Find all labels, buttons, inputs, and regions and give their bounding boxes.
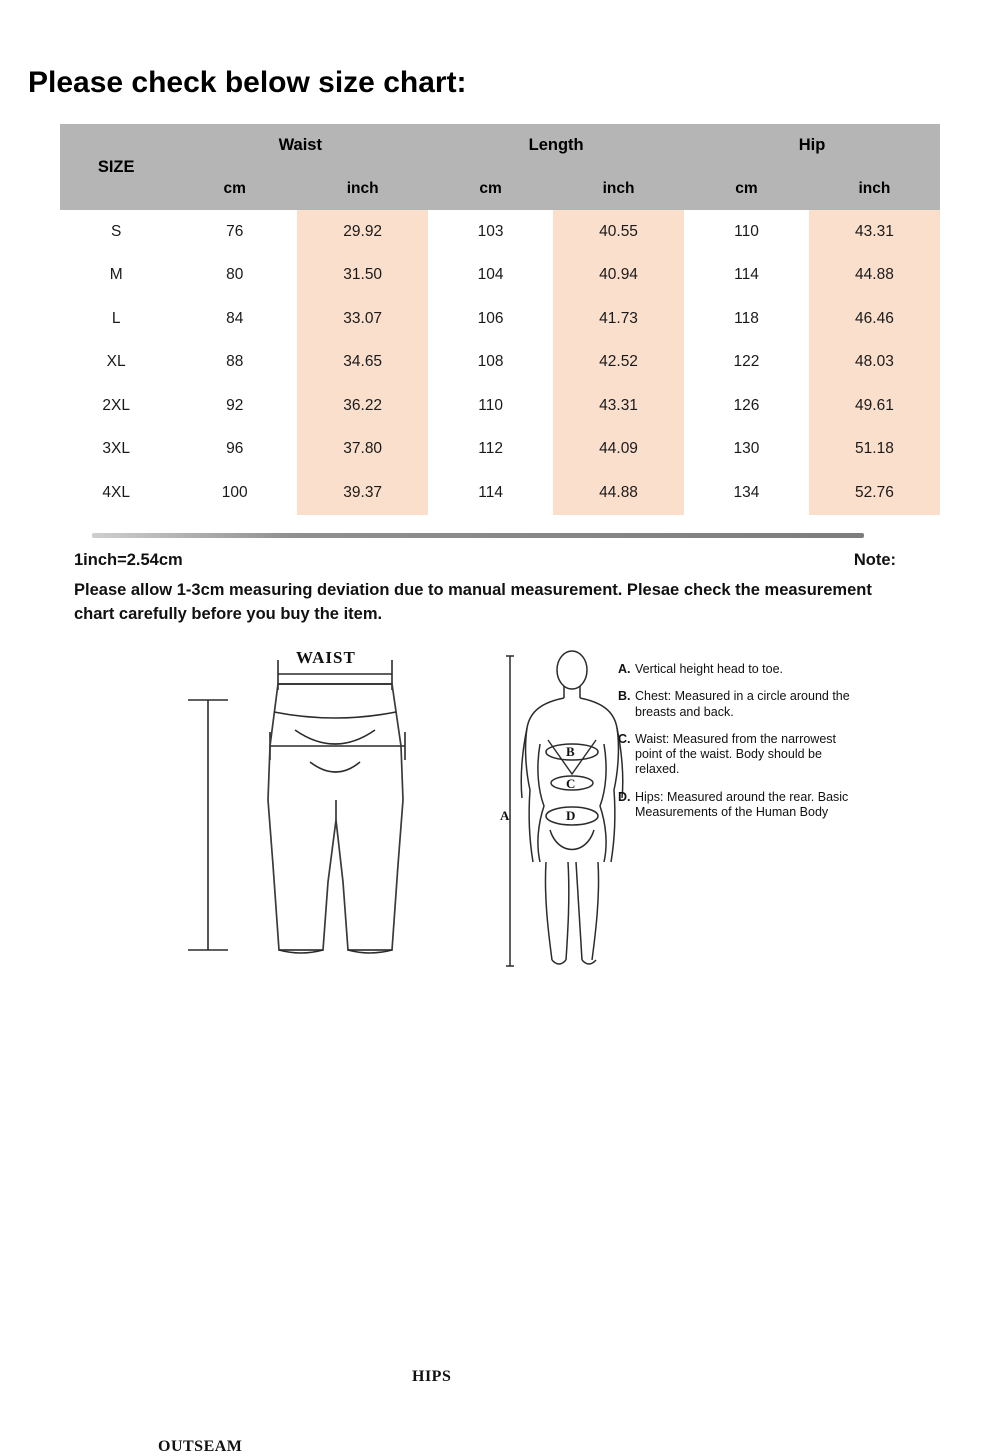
table-header-waist-cm: cm bbox=[172, 167, 297, 210]
cell-size: 4XL bbox=[102, 483, 130, 501]
page-title: Please check below size chart: bbox=[28, 66, 467, 99]
cell-hip-cm: 130 bbox=[733, 440, 760, 458]
legend-text-c: Waist: Measured from the narrowest point of the waist. Body should be relaxed. bbox=[635, 731, 836, 777]
table-unit-header-row bbox=[60, 167, 940, 210]
cell-size: 3XL bbox=[102, 440, 130, 458]
cell-waist-inch: 34.65 bbox=[297, 341, 428, 385]
table-group-header-row bbox=[60, 124, 940, 167]
pants-outseam-label: OUTSEAM bbox=[158, 1438, 243, 1455]
cell-hip-inch: 48.03 bbox=[809, 341, 940, 385]
cell-length-inch: 42.52 bbox=[553, 341, 684, 385]
cell-hip-cm: 114 bbox=[734, 266, 759, 284]
cell-size: M bbox=[109, 266, 123, 284]
legend-text-a: Vertical height head to toe. bbox=[635, 662, 784, 676]
cell-length-inch: 44.09 bbox=[553, 428, 684, 472]
cell-waist-inch: 33.07 bbox=[297, 297, 428, 341]
section-divider bbox=[92, 533, 864, 538]
legend-text-d: Hips: Measured around the rear. Basic Measurements of the Human Body bbox=[635, 789, 849, 819]
table-row bbox=[60, 341, 940, 385]
cell-waist-cm: 96 bbox=[226, 440, 244, 458]
marker-a: A bbox=[500, 808, 510, 823]
table-header-hip-cm: cm bbox=[684, 167, 809, 210]
size-chart-table-wrap bbox=[60, 124, 940, 515]
cell-waist-cm: 84 bbox=[226, 309, 244, 327]
cell-length-inch: 43.31 bbox=[553, 384, 684, 428]
legend-letter-d: D. bbox=[618, 789, 631, 804]
measurement-diagrams bbox=[0, 640, 1000, 1455]
pants-hips-label: HIPS bbox=[412, 1368, 452, 1385]
cell-hip-inch: 44.88 bbox=[809, 254, 940, 298]
size-chart-table bbox=[60, 124, 940, 515]
table-header-length-inch: inch bbox=[553, 167, 684, 210]
cell-length-inch: 41.73 bbox=[553, 297, 684, 341]
cell-length-cm: 112 bbox=[478, 440, 503, 458]
cell-size: 2XL bbox=[102, 396, 130, 414]
cell-size: S bbox=[110, 222, 122, 240]
cell-hip-cm: 122 bbox=[733, 353, 760, 371]
table-header-waist: Waist bbox=[172, 124, 428, 167]
cell-hip-cm: 134 bbox=[733, 483, 760, 501]
cell-length-cm: 103 bbox=[477, 222, 504, 240]
conversion-text: 1inch=2.54cm bbox=[74, 551, 183, 569]
cell-waist-cm: 88 bbox=[226, 353, 244, 371]
table-header-length: Length bbox=[428, 124, 684, 167]
cell-size: L bbox=[111, 309, 121, 327]
cell-waist-cm: 80 bbox=[226, 266, 244, 284]
legend-item bbox=[618, 790, 858, 821]
cell-hip-inch: 52.76 bbox=[809, 471, 940, 515]
legend-text-b: Chest: Measured in a circle around the breasts and back. bbox=[635, 689, 850, 719]
cell-hip-cm: 126 bbox=[733, 396, 760, 414]
legend-item bbox=[618, 662, 858, 677]
cell-length-cm: 110 bbox=[478, 396, 503, 414]
cell-length-cm: 104 bbox=[477, 266, 504, 284]
cell-hip-cm: 110 bbox=[734, 222, 759, 240]
pants-waist-label: WAIST bbox=[296, 648, 356, 667]
table-header-hip: Hip bbox=[684, 124, 940, 167]
cell-length-inch: 40.55 bbox=[553, 210, 684, 254]
table-row bbox=[60, 428, 940, 472]
table-row bbox=[60, 210, 940, 254]
cell-waist-inch: 31.50 bbox=[297, 254, 428, 298]
table-row bbox=[60, 471, 940, 515]
cell-hip-cm: 118 bbox=[734, 309, 759, 327]
table-header-hip-inch: inch bbox=[809, 167, 940, 210]
marker-d: D bbox=[566, 808, 576, 823]
table-row bbox=[60, 254, 940, 298]
cell-waist-inch: 39.37 bbox=[297, 471, 428, 515]
table-header-size: SIZE bbox=[60, 124, 172, 210]
note-body: Please allow 1-3cm measuring deviation due to manual measurement. Plesae check the measurement chart carefully before you buy the item. bbox=[74, 581, 872, 624]
table-body bbox=[60, 210, 940, 515]
cell-waist-cm: 100 bbox=[221, 483, 248, 501]
table-row bbox=[60, 297, 940, 341]
cell-waist-inch: 29.92 bbox=[297, 210, 428, 254]
legend-letter-a: A. bbox=[618, 662, 631, 676]
measurement-legend bbox=[618, 662, 858, 832]
cell-length-inch: 44.88 bbox=[553, 471, 684, 515]
note-label: Note: bbox=[853, 551, 896, 569]
cell-size: XL bbox=[106, 353, 126, 371]
cell-length-cm: 106 bbox=[477, 309, 504, 327]
note-row bbox=[74, 551, 896, 570]
cell-waist-cm: 92 bbox=[226, 396, 244, 414]
table-row bbox=[60, 384, 940, 428]
cell-hip-inch: 46.46 bbox=[809, 297, 940, 341]
cell-length-inch: 40.94 bbox=[553, 254, 684, 298]
marker-c: C bbox=[566, 776, 576, 791]
legend-letter-c: C. bbox=[618, 731, 631, 746]
marker-b: B bbox=[566, 744, 575, 759]
table-header-length-cm: cm bbox=[428, 167, 553, 210]
legend-item bbox=[618, 689, 858, 720]
table-header-waist-inch: inch bbox=[297, 167, 428, 210]
cell-waist-cm: 76 bbox=[226, 222, 244, 240]
cell-hip-inch: 43.31 bbox=[809, 210, 940, 254]
cell-hip-inch: 49.61 bbox=[809, 384, 940, 428]
cell-hip-inch: 51.18 bbox=[809, 428, 940, 472]
legend-letter-b: B. bbox=[618, 689, 631, 704]
legend-item bbox=[618, 732, 858, 778]
cell-waist-inch: 36.22 bbox=[297, 384, 428, 428]
cell-length-cm: 114 bbox=[478, 483, 503, 501]
cell-waist-inch: 37.80 bbox=[297, 428, 428, 472]
cell-length-cm: 108 bbox=[477, 353, 504, 371]
